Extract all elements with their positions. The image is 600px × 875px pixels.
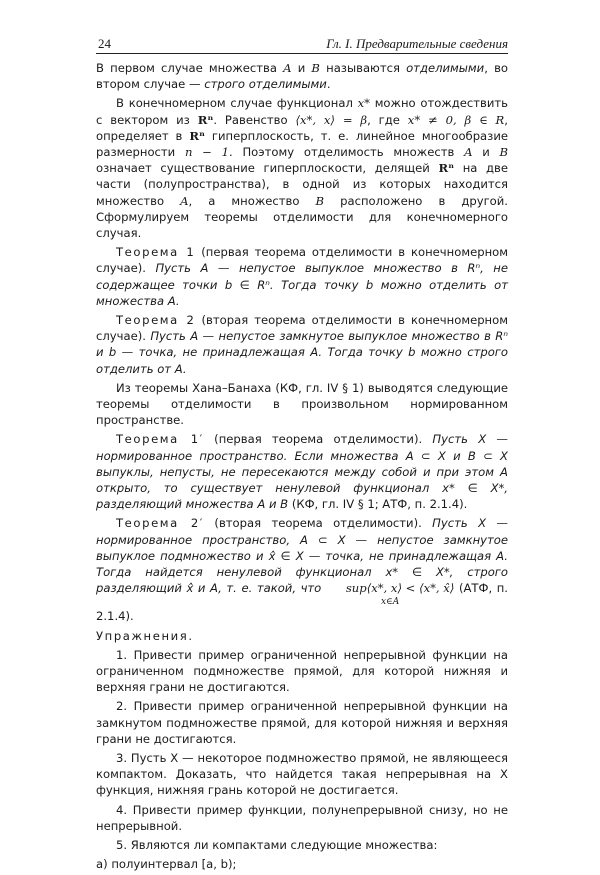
reference: (КФ, гл. IV § 1; АТФ, п. 2.1.4).	[288, 497, 468, 512]
theorem-statement: Пусть A — непустое выпуклое множество в Rⁿ, не содержащее точки b ∈ Rⁿ. Тогда точку b можно отделить от множества A.	[96, 261, 508, 308]
exercises-heading: Упражнения.	[96, 628, 194, 643]
theorem-2-prime: Теорема 2′ (вторая теорема отделимости). Пусть X — нормированное пространство, A ⊂ X — непустое замкнутое выпуклое подмножество и x̂ ∈ X — точка, не принадлежащая A. Тогда найдется ненулевой функционал x* ∈ X*, строго разделяющий x̂ и A, т. е. такой, что sup⟨x*, x⟩ < ⟨x*, x̂⟩ x∈A (АТФ, п. 2.1.4).	[96, 516, 508, 624]
paragraph-hahn-banach: Из теоремы Хана–Банаха (КФ, гл. IV § 1) выводятся следующие теоремы отделимости в произвольном нормированном пространстве.	[96, 380, 508, 428]
exercise-subitem: а) полуинтервал [a, b);	[96, 857, 237, 872]
paragraph-finite-dimensional: В конечномерном случае функционал x* можно отождествить с вектором из Rⁿ. Равенство ⟨x*, x⟩ = β, где x* ≠ 0, β ∈ R, определяет в Rⁿ гиперплоскость, т. е. линейное многообразие размерности n − 1. Поэтому отделимость множеств A и B означает существование гиперплоскости, делящей Rⁿ на две части (полупространства), в одной из которых находится множество A, а множество B расположено в другой. Сформулируем теоремы отделимости для конечномерного случая.	[96, 96, 509, 241]
theorem-label: Теорема 1	[116, 245, 196, 260]
theorem-1: Теорема 1 (первая теорема отделимости в конечномерном случае). Пусть A — непустое выпуклое множество в Rⁿ, не содержащее точки b ∈ Rⁿ. Тогда точку b можно отделить от множества A.	[96, 245, 508, 308]
exercise-item: 2. Привести пример ограниченной непрерывной функции на замкнутом подмножестве прямой, для которой нижняя и верхняя грани не достигаются.	[96, 699, 508, 746]
term-separable: отделимыми	[406, 61, 485, 75]
exercise-item: 3. Пусть X — некоторое подмножество прямой, не являющееся компактом. Доказать, что найдется такая непрерывная на X функция, нижняя грань которой не достигается.	[96, 750, 508, 798]
page-body	[96, 60, 508, 875]
theorem-statement: Пусть X — нормированное пространство, A ⊂ X — непустое замкнутое выпуклое подмножество и x̂ ∈ X — точка, не принадлежащая A. Тогда найдется ненулевой функционал x* ∈ X*, строго разделяющий x̂ и A, т. е. такой, что	[96, 516, 508, 596]
exercise-item: 1. Привести пример ограниченной непрерывной функции на ограниченном подмножестве прямой, для которой нижняя и верхняя грани не достигаются.	[96, 647, 508, 695]
sup-formula: sup⟨x*, x⟩ < ⟨x*, x̂⟩ x∈A	[345, 581, 455, 608]
exercise-item: 4. Привести пример функции, полунепрерывной снизу, но не непрерывной.	[96, 802, 508, 833]
reference: (АТФ, п. 2.1.4).	[96, 581, 508, 624]
paragraph-separability-definition: В первом случае множества A и B называются отделимыми, во втором случае — строго отделимыми.	[96, 61, 508, 92]
running-header	[96, 35, 508, 54]
page-number: 24	[98, 36, 111, 51]
theorem-label: Теорема 1′	[116, 432, 204, 447]
theorem-2: Теорема 2 (вторая теорема отделимости в конечномерном случае). Пусть A — непустое замкнутое выпуклое множество в Rⁿ и b — точка, не принадлежащая A. Тогда точку b можно строго отделить от A.	[96, 313, 508, 376]
term-strictly-separable: строго отделимыми	[204, 77, 327, 92]
theorem-statement: Пусть A — непустое замкнутое выпуклое множество в Rⁿ и b — точка, не принадлежащая A. Тогда точку b можно строго отделить от A.	[96, 329, 508, 376]
theorem-label: Теорема 2′	[116, 516, 205, 531]
theorem-statement: Пусть X — нормированное пространство. Если множества A ⊂ X и B ⊂ X выпуклы, непусты, не пересекаются между собой и при этом A открыто, то существует ненулевой функционал x* ∈ X*, разделяющий множества A и B	[96, 432, 508, 512]
theorem-label: Теорема 2	[116, 313, 196, 328]
theorem-1-prime: Теорема 1′ (первая теорема отделимости). Пусть X — нормированное пространство. Если множества A ⊂ X и B ⊂ X выпуклы, непусты, не пересекаются между собой и при этом A открыто, то существует ненулевой функционал x* ∈ X*, разделяющий множества A и B (КФ, гл. IV § 1; АТФ, п. 2.1.4).	[96, 432, 508, 512]
sup-subscript: x∈A	[380, 597, 400, 608]
chapter-title: Гл. I. Предварительные сведения	[326, 36, 508, 51]
exercise-item: 5. Являются ли компактами следующие множества:	[116, 837, 438, 852]
